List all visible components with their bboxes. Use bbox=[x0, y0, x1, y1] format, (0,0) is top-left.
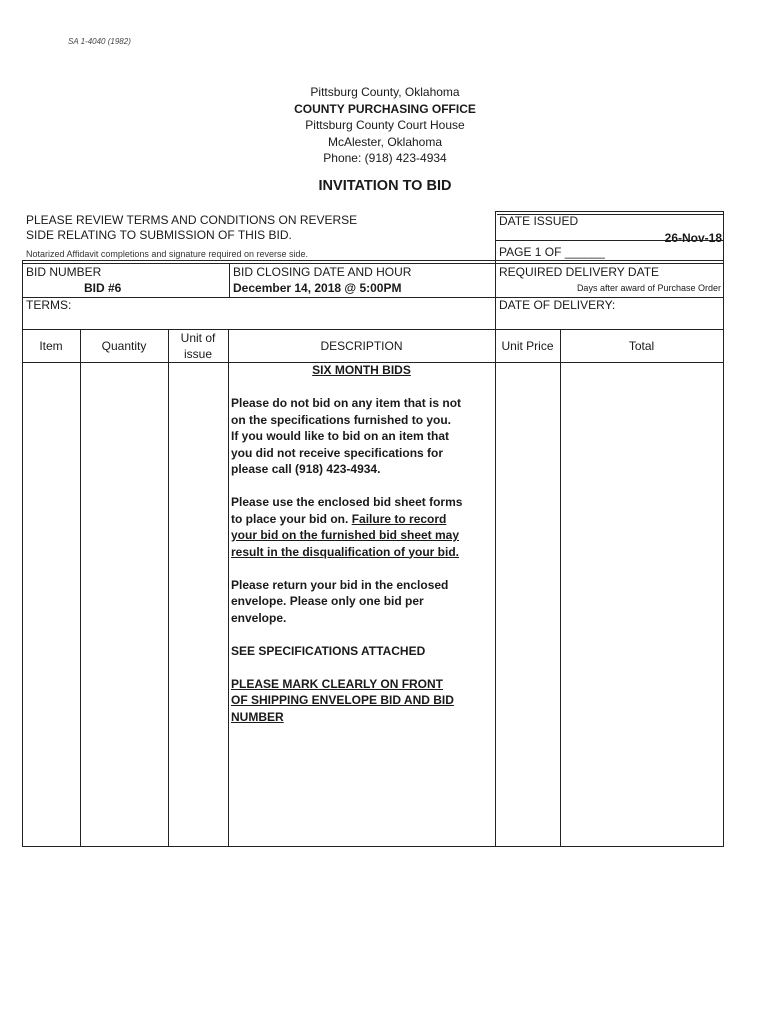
instruction-line: please call (918) 423-4934. bbox=[231, 462, 381, 476]
closing-label: BID CLOSING DATE AND HOUR bbox=[233, 265, 412, 279]
phone-number: Phone: (918) 423-4934 bbox=[323, 151, 447, 165]
envelope-paragraph bbox=[231, 577, 493, 627]
rule bbox=[495, 211, 496, 329]
instructions-paragraph bbox=[231, 395, 493, 478]
column-header-total: Total bbox=[628, 339, 655, 353]
date-issued-label: DATE ISSUED bbox=[499, 214, 579, 228]
county-name: Pittsburg County, Oklahoma bbox=[310, 85, 460, 99]
column-header-item: Item bbox=[39, 339, 63, 353]
rule bbox=[723, 211, 724, 329]
page-label-text: PAGE 1 OF bbox=[499, 245, 562, 259]
rule bbox=[168, 329, 169, 846]
instruction-line: Please use the enclosed bid sheet forms bbox=[231, 495, 463, 509]
marking-line: OF SHIPPING ENVELOPE BID AND BID bbox=[231, 693, 454, 707]
instruction-line: envelope. bbox=[231, 610, 287, 625]
warning-text: your bid on the furnished bid sheet may bbox=[231, 528, 460, 542]
notice-line-2: SIDE RELATING TO SUBMISSION OF THIS BID. bbox=[26, 228, 292, 242]
instruction-line: Please return your bid in the enclosed bbox=[231, 577, 449, 592]
rule bbox=[495, 329, 496, 846]
specifications-note bbox=[231, 643, 493, 660]
form-code: SA 1-4040 (1982) bbox=[68, 37, 131, 46]
instruction-line: to place your bid on. bbox=[231, 511, 352, 526]
required-delivery-label: REQUIRED DELIVERY DATE bbox=[499, 265, 660, 279]
rule bbox=[22, 329, 724, 330]
bid-number-label: BID NUMBER bbox=[26, 265, 102, 279]
instruction-line: If you would like to bid on an item that bbox=[231, 429, 449, 443]
marking-line: PLEASE MARK CLEARLY ON FRONT bbox=[231, 676, 444, 691]
instruction-line: on the specifications furnished to you. bbox=[231, 412, 452, 427]
bid-number-value: BID #6 bbox=[84, 281, 122, 295]
bid-sheet-paragraph bbox=[231, 494, 493, 560]
city-name: McAlester, Oklahoma bbox=[327, 134, 443, 149]
document-title: INVITATION TO BID bbox=[318, 178, 452, 194]
rule bbox=[22, 263, 724, 264]
rule bbox=[229, 263, 230, 297]
date-issued-value: 26-Nov-18 bbox=[664, 231, 722, 245]
description-heading: SIX MONTH BIDS bbox=[312, 363, 411, 377]
rule bbox=[228, 329, 229, 846]
delivery-date-label: DATE OF DELIVERY: bbox=[499, 298, 616, 312]
column-header-description: DESCRIPTION bbox=[320, 339, 403, 353]
rule bbox=[22, 260, 724, 261]
rule bbox=[22, 297, 496, 298]
rule bbox=[495, 211, 724, 212]
column-header-unit-line-1: Unit of bbox=[180, 331, 216, 345]
column-header-unit-price: Unit Price bbox=[501, 339, 554, 353]
page-label bbox=[499, 245, 605, 260]
affidavit-note: Notarized Affidavit completions and signature required on reverse side. bbox=[26, 249, 308, 259]
office-name: COUNTY PURCHASING OFFICE bbox=[294, 101, 476, 116]
marking-line: NUMBER bbox=[231, 709, 284, 724]
rule bbox=[560, 329, 561, 846]
column-header-unit-line-2: issue bbox=[183, 347, 212, 361]
delivery-days-note: Days after award of Purchase Order bbox=[576, 283, 721, 293]
column-header-quantity: Quantity bbox=[101, 339, 147, 353]
description-body bbox=[231, 395, 493, 742]
building-name: Pittsburg County Court House bbox=[305, 118, 465, 132]
specifications-text: SEE SPECIFICATIONS ATTACHED bbox=[231, 643, 426, 658]
instruction-line: you did not receive specifications for bbox=[231, 445, 444, 460]
rule bbox=[22, 846, 724, 847]
notice-line-1: PLEASE REVIEW TERMS AND CONDITIONS ON REVERSE bbox=[26, 213, 358, 227]
closing-value: December 14, 2018 @ 5:00PM bbox=[233, 281, 402, 295]
instruction-line: Please do not bid on any item that is not bbox=[231, 396, 462, 410]
envelope-marking-note bbox=[231, 676, 493, 726]
terms-label: TERMS: bbox=[26, 298, 72, 312]
page-total-blank: ______ bbox=[564, 245, 605, 259]
rule bbox=[723, 329, 724, 846]
instruction-line: envelope. Please only one bid per bbox=[231, 594, 424, 608]
warning-text: result in the disqualification of your bid. bbox=[231, 544, 460, 559]
rule bbox=[80, 329, 81, 846]
office-header bbox=[0, 84, 770, 167]
warning-text: Failure to record bbox=[351, 511, 447, 526]
